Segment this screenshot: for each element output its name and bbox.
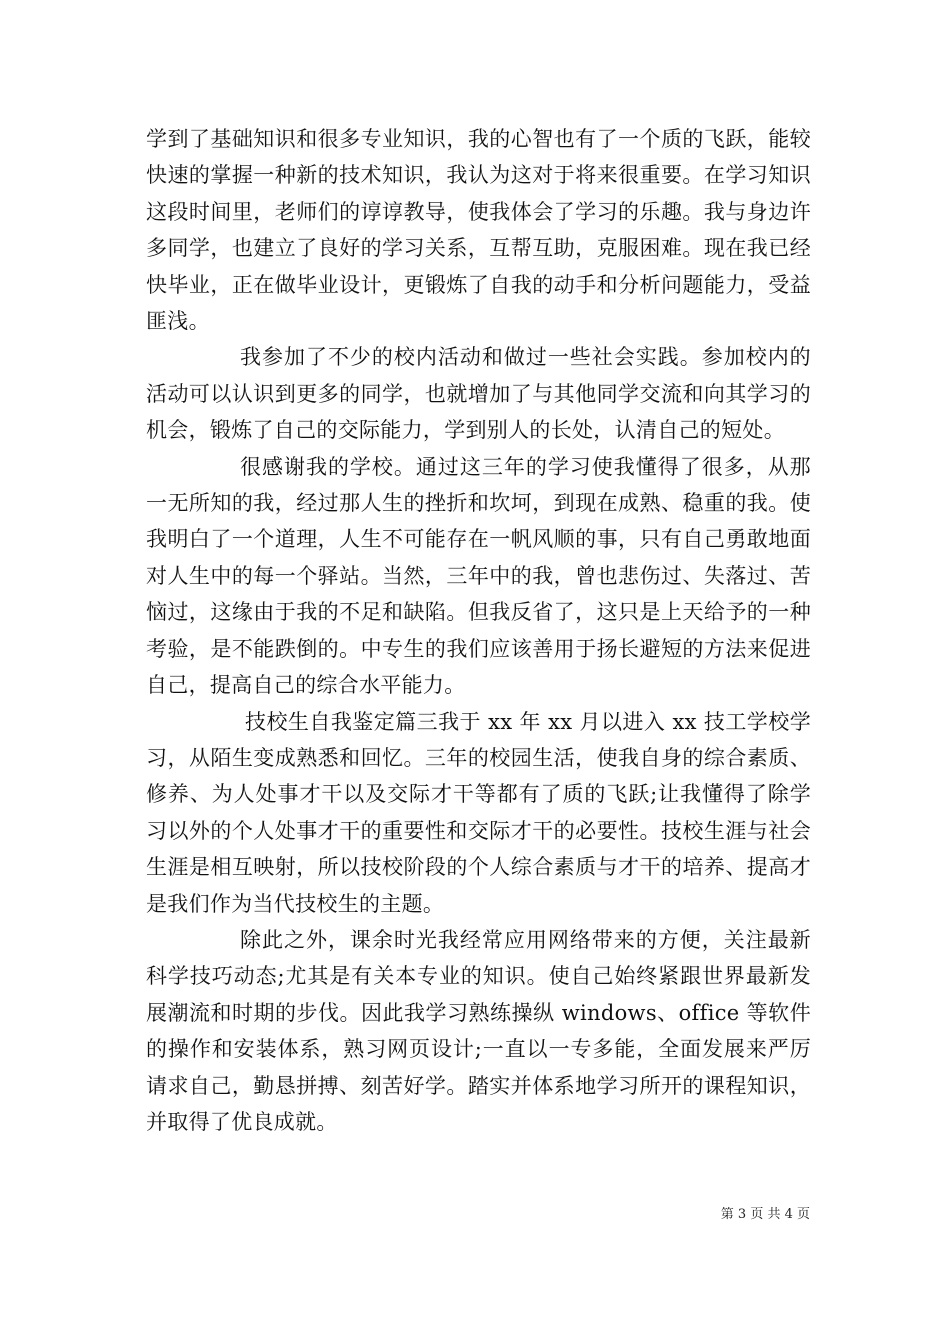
paragraph-extracurricular: 除此之外，课余时光我经常应用网络带来的方便，关注最新科学技巧动态;尤其是有关本专业的知识。使自己始终紧跟世界最新发展潮流和时期的步伐。因此我学习熟练操纵 windows、office 等软件的操作和安装体系，熟习网页设计;一直以一专多能，全面发展来严厉请求自己，勤恳拼搏、刻苦好学。踏实并体系地学习所开的课程知识，并取得了优良成就。 [146,927,811,1134]
paragraph-continuation: 学到了基础知识和很多专业知识，我的心智也有了一个质的飞跃，能较快速的掌握一种新的技术知识，我认为这对于将来很重要。在学习知识这段时间里，老师们的谆谆教导，使我体会了学习的乐趣。我与身边许多同学，也建立了良好的学习关系，互帮互助，克服困难。现在我已经快毕业，正在做毕业设计，更锻炼了自我的动手和分析问题能力，受益匪浅。 [146,127,811,334]
paragraph-thanks-school: 很感谢我的学校。通过这三年的学习使我懂得了很多，从那一无所知的我，经过那人生的挫折和坎坷，到现在成熟、稳重的我。使我明白了一个道理，人生不可能存在一帆风顺的事，只有自己勇敢地面对人生中的每一个驿站。当然，三年中的我，曾也悲伤过、失落过、苦恼过，这缘由于我的不足和缺陷。但我反省了，这只是上天给予的一种考验，是不能跌倒的。中专生的我们应该善用于扬长避短的方法来促进自己，提高自己的综合水平能力。 [146,454,811,698]
document-body [146,121,811,1140]
page-number: 第 3 页 共 4 页 [720,1207,810,1222]
paragraph-campus-activities: 我参加了不少的校内活动和做过一些社会实践。参加校内的活动可以认识到更多的同学，也就增加了与其他同学交流和向其学习的机会，锻炼了自己的交际能力，学到别人的长处，认清自己的短处。 [146,345,811,443]
paragraph-self-assessment-part-three: 技校生自我鉴定篇三我于 xx 年 xx 月以进入 xx 技工学校学习，从陌生变成熟悉和回忆。三年的校园生活，使我自身的综合素质、修养、为人处事才干以及交际才干等都有了质的飞跃;让我懂得了除学习以外的个人处事才干的重要性和交际才干的必要性。技校生涯与社会生涯是相互映射，所以技校阶段的个人综合素质与才干的培养、提高才是我们作为当代技校生的主题。 [146,709,811,916]
